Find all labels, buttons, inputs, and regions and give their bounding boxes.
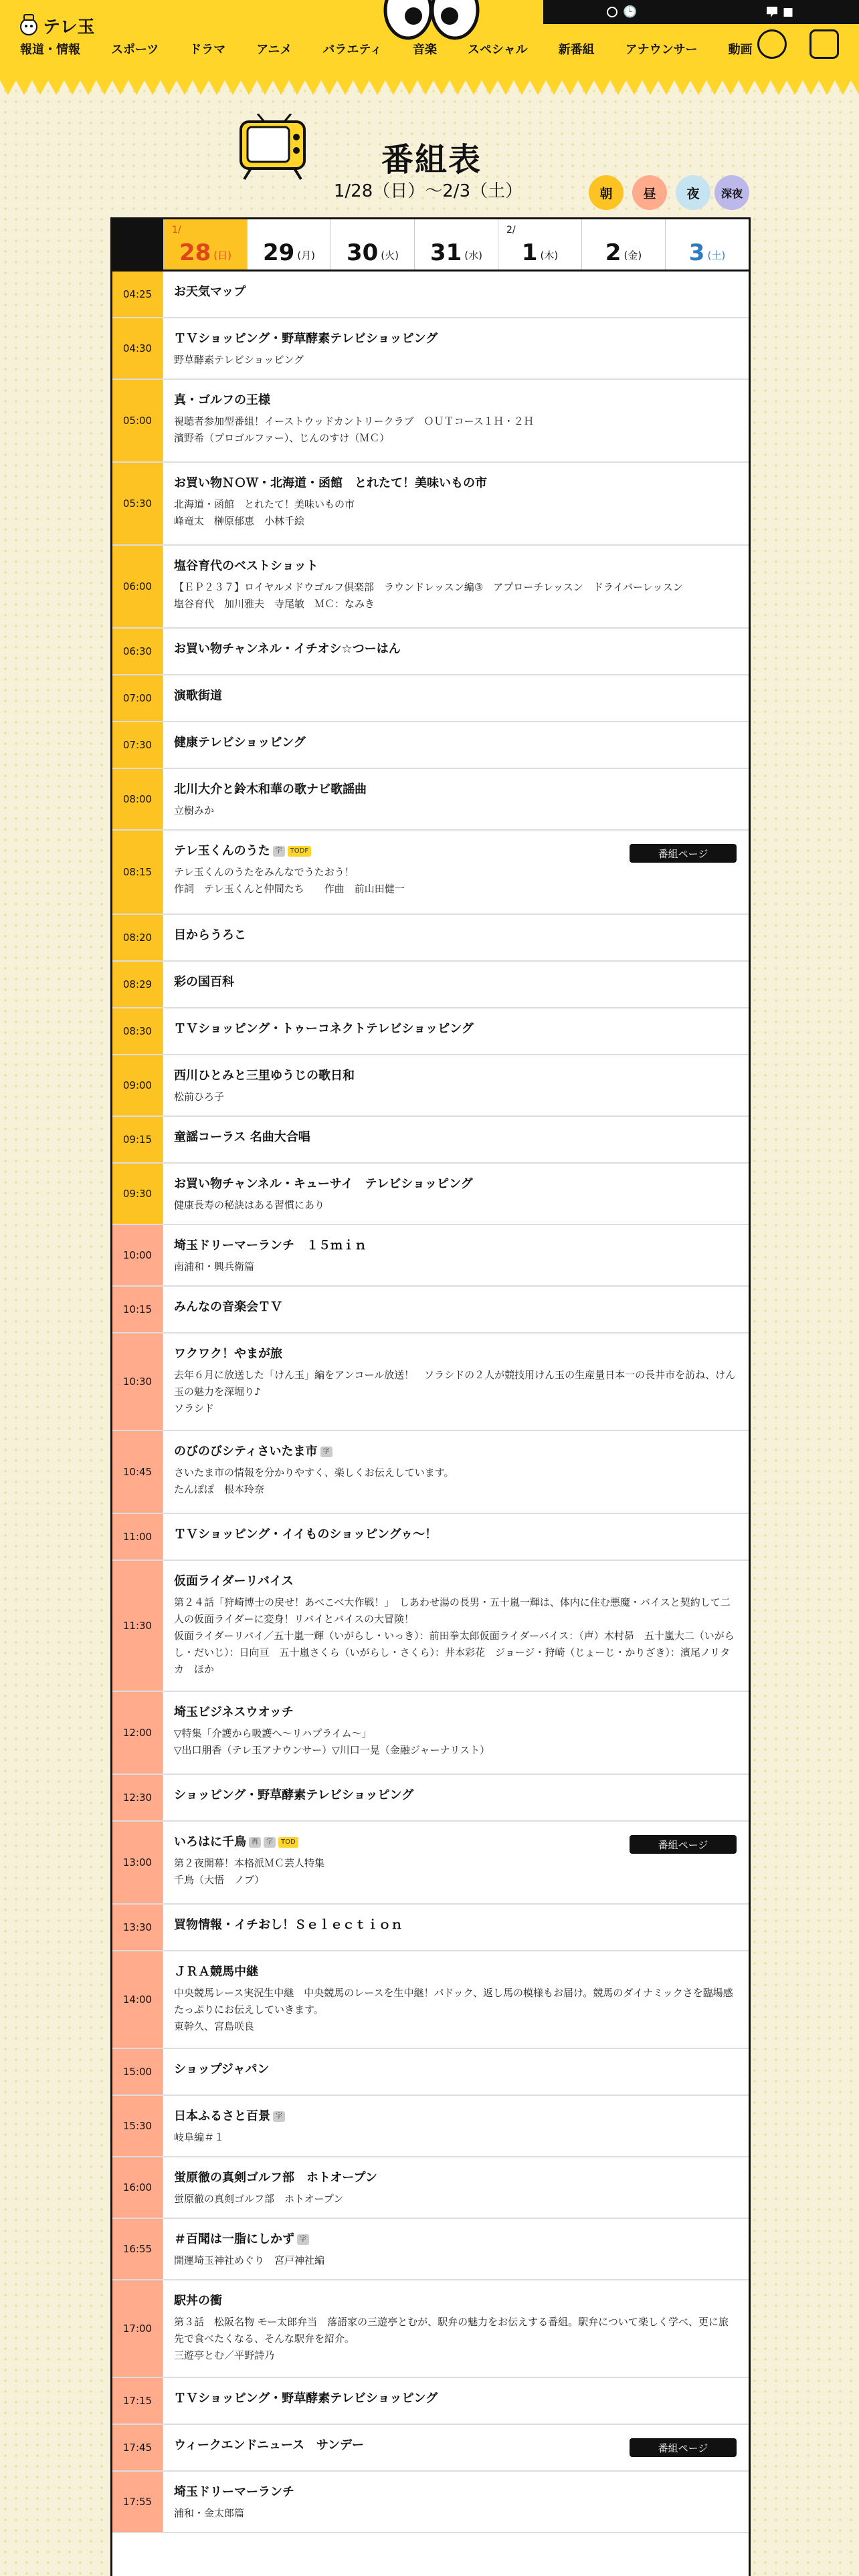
- program-title-text: ＴＶショッピング・野草酵素テレビショッピング: [174, 332, 438, 346]
- program-body: [163, 1561, 749, 1691]
- program-body: [163, 1055, 749, 1115]
- program-title-text: ＪＲＡ競馬中継: [174, 1965, 258, 1979]
- program-title[interactable]: [174, 1346, 737, 1363]
- program-description: 松前ひろ子: [174, 1091, 225, 1103]
- mascot-character-icon[interactable]: [809, 29, 839, 59]
- program-row[interactable]: [112, 1775, 749, 1822]
- program-time: 08:00: [112, 769, 163, 829]
- program-row[interactable]: [112, 1561, 749, 1692]
- program-title-text: ワクワク！やまが旅: [174, 1347, 282, 1361]
- program-body: [163, 2157, 749, 2218]
- program-body: [163, 1164, 749, 1224]
- nav-item[interactable]: スペシャル: [467, 43, 528, 57]
- main-nav: [20, 40, 783, 60]
- program-time: 08:20: [112, 915, 163, 960]
- program-title-text: お買い物チャンネル・キューサイ テレビショッピング: [174, 1177, 473, 1191]
- program-title[interactable]: [174, 1704, 737, 1721]
- program-time: 10:00: [112, 1225, 163, 1285]
- program-title[interactable]: [174, 641, 737, 658]
- program-title-text: 演歌街道: [174, 689, 222, 703]
- program-page-button[interactable]: 番組ページ: [630, 2438, 737, 2457]
- program-time: 07:30: [112, 722, 163, 768]
- program-time: 13:30: [112, 1905, 163, 1950]
- program-description: 千鳥（大悟 ノブ）: [174, 1874, 265, 1886]
- program-body: [163, 272, 749, 317]
- topbar-clock-button[interactable]: 🕒: [543, 0, 701, 24]
- program-body: [163, 318, 749, 379]
- program-title[interactable]: [174, 1129, 737, 1146]
- schedule-table: [110, 217, 751, 2576]
- program-body: [163, 2096, 749, 2156]
- program-title[interactable]: [174, 1176, 737, 1193]
- program-title-text: 埼玉ビジネスウオッチ: [174, 1705, 294, 1719]
- program-description: 塩谷育代 加川雅夫 寺尾敏 ＭＣ：なみき: [174, 598, 375, 610]
- program-description: テレ玉くんのうたをみんなでうたおう！: [174, 866, 355, 878]
- day-weekday: (月): [297, 249, 316, 261]
- program-title-text: 蛍原徹の真剣ゴルフ部 ホトオープン: [174, 2171, 377, 2185]
- program-title[interactable]: [174, 2061, 737, 2078]
- program-row[interactable]: [112, 2049, 749, 2096]
- program-row[interactable]: [112, 722, 749, 769]
- program-row[interactable]: [112, 1514, 749, 1561]
- program-title[interactable]: [174, 1573, 737, 1590]
- program-time: 11:30: [112, 1561, 163, 1691]
- program-row[interactable]: [112, 380, 749, 463]
- program-description: 中央競馬レース実況生中継 中央競馬のレースを生中継！パドック、返し馬の模様もお届け。競馬のダイナミックさを臨場感たっぷりにお伝えしていきます。: [174, 1987, 733, 2016]
- time-filter-button[interactable]: 深夜: [714, 175, 749, 210]
- program-time: 08:15: [112, 831, 163, 914]
- program-title-text: 埼玉ドリーマーランチ １５ｍｉｎ: [174, 1239, 367, 1253]
- nav-item[interactable]: ドラマ: [189, 43, 226, 57]
- program-title-text: 西川ひとみと三里ゆうじの歌日和: [174, 1069, 355, 1083]
- topbar: [543, 0, 859, 24]
- program-title[interactable]: [174, 2108, 737, 2125]
- program-title-text: 駅丼の衝: [174, 2294, 222, 2308]
- program-row[interactable]: [112, 1822, 749, 1905]
- program-body: [163, 463, 749, 544]
- program-description: 岐阜編＃１: [174, 2131, 225, 2143]
- program-time: 14:00: [112, 1951, 163, 2048]
- program-time: 09:15: [112, 1117, 163, 1162]
- program-row[interactable]: [112, 2280, 749, 2378]
- program-title-text: お買い物チャンネル・イチオシ☆つーはん: [174, 642, 401, 656]
- program-row[interactable]: [112, 1164, 749, 1225]
- program-title[interactable]: [174, 1237, 737, 1255]
- time-filter-button[interactable]: 夜: [676, 175, 710, 210]
- program-description: たんぽぽ 根本玲奈: [174, 1483, 265, 1495]
- program-description: 蛍原徹の真剣ゴルフ部 ホトオープン: [174, 2193, 344, 2205]
- program-row[interactable]: [112, 546, 749, 629]
- day-month: 1/: [172, 225, 181, 235]
- day-tab[interactable]: [498, 219, 581, 270]
- program-title[interactable]: [174, 558, 737, 575]
- program-description: ソラシド: [174, 1402, 215, 1414]
- program-time: 10:15: [112, 1287, 163, 1332]
- program-time: 12:30: [112, 1775, 163, 1820]
- program-list: [112, 272, 749, 2533]
- program-time: 16:00: [112, 2157, 163, 2218]
- program-title[interactable]: [174, 1443, 737, 1461]
- program-title-text: 買物情報・イチおし！Ｓｅｌｅｃｔｉｏｎ: [174, 1918, 403, 1932]
- program-body: [163, 1775, 749, 1820]
- nav-item[interactable]: アナウンサー: [625, 43, 698, 57]
- day-weekday: (金): [624, 249, 642, 261]
- program-row[interactable]: [112, 675, 749, 722]
- program-row[interactable]: [112, 463, 749, 546]
- program-row[interactable]: [112, 1951, 749, 2049]
- program-badge: TOD: [278, 1837, 298, 1848]
- program-title[interactable]: [174, 1021, 737, 1038]
- program-row[interactable]: [112, 2378, 749, 2425]
- program-time: 10:30: [112, 1333, 163, 1430]
- nav-item[interactable]: 新番組: [558, 43, 595, 57]
- program-title[interactable]: [174, 1067, 737, 1085]
- program-time: 15:00: [112, 2049, 163, 2095]
- program-description: 仮面ライダーリバイ／五十嵐一輝（いがらし・いっき）：前田拳太郎仮面ライダーバイス：（声）木村昴 五十嵐大二（いがらし・だいじ）：日向亘 五十嵐さくら（いがらし・さくら）：井本彩花 ジョージ・狩崎（じょーじ・かりざき）：濱尾ノリタカ ほか: [174, 1630, 735, 1675]
- program-time: 09:00: [112, 1055, 163, 1115]
- program-body: [163, 2280, 749, 2377]
- program-row[interactable]: [112, 2157, 749, 2219]
- program-title[interactable]: [174, 927, 737, 944]
- day-tab[interactable]: [414, 219, 498, 270]
- program-row[interactable]: [112, 2472, 749, 2533]
- program-description: 野草酵素テレビショッピング: [174, 354, 304, 366]
- program-description: ▽特集「介護から吸護へ〜リハプライム〜」: [174, 1727, 372, 1739]
- message-icon: [767, 7, 777, 17]
- program-title[interactable]: [174, 2231, 737, 2248]
- tv-illustration-icon: [237, 114, 311, 181]
- program-row[interactable]: [112, 1225, 749, 1287]
- program-title-text: ＴＶショッピング・トゥーコネクトテレビショッピング: [174, 1022, 474, 1036]
- program-body: [163, 629, 749, 674]
- program-title-text: ショップジャパン: [174, 2062, 270, 2076]
- program-row[interactable]: [112, 1333, 749, 1431]
- program-badge: 字: [320, 1446, 332, 1457]
- program-body: [163, 380, 749, 461]
- program-row[interactable]: [112, 1692, 749, 1775]
- nav-item[interactable]: スポーツ: [111, 43, 159, 57]
- program-title[interactable]: [174, 1787, 737, 1804]
- program-title-text: のびのびシティさいたま市: [174, 1444, 318, 1459]
- program-body: [163, 1905, 749, 1950]
- program-body: [163, 1822, 749, 1903]
- topbar-message-button[interactable]: ■: [701, 0, 859, 24]
- program-title-text: ＃百聞は一脂にしかず: [174, 2232, 294, 2246]
- program-row[interactable]: [112, 1117, 749, 1164]
- program-time: 06:30: [112, 629, 163, 674]
- program-description: 第２夜開幕！本格派ＭＣ芸人特集: [174, 1857, 325, 1869]
- program-title[interactable]: [174, 1917, 737, 1934]
- program-title[interactable]: [174, 284, 737, 301]
- program-title-text: テレ玉くんのうた: [174, 844, 270, 858]
- program-description: 浦和・金太郎篇: [174, 2507, 245, 2519]
- day-weekday: (木): [540, 249, 559, 261]
- day-number: 28: [179, 239, 211, 266]
- program-title[interactable]: [174, 2292, 737, 2310]
- program-badge: TODF: [288, 846, 311, 857]
- day-tab[interactable]: [665, 219, 749, 270]
- program-time: 10:45: [112, 1431, 163, 1513]
- program-title-text: 彩の国百科: [174, 975, 234, 989]
- program-row[interactable]: [112, 831, 749, 915]
- program-badge: 再: [249, 1837, 261, 1848]
- program-body: [163, 1333, 749, 1430]
- program-description: 峰竜太 榊原郁恵 小林千絵: [174, 515, 305, 527]
- program-time: 13:00: [112, 1822, 163, 1903]
- program-title[interactable]: [174, 1526, 737, 1543]
- day-weekday: (火): [381, 249, 399, 261]
- program-title-text: いろはに千鳥: [174, 1835, 246, 1849]
- program-title-text: ショッピング・野草酵素テレビショッピング: [174, 1788, 414, 1802]
- program-time: 08:30: [112, 1008, 163, 1054]
- day-tabs: [112, 219, 749, 272]
- program-time: 09:30: [112, 1164, 163, 1224]
- program-title[interactable]: [174, 974, 737, 991]
- program-row[interactable]: [112, 962, 749, 1008]
- program-body: [163, 675, 749, 721]
- program-description: 第２４話「狩崎博士の戻せ！あべこべ大作戦！」 しあわせ湯の長男・五十嵐一輝は、体内に住む悪魔・バイスと契約して二人の仮面ライダーに変身！リバイとバイスの大冒険！: [174, 1596, 731, 1625]
- time-filter-button[interactable]: 朝: [589, 175, 624, 210]
- day-weekday: (水): [464, 249, 483, 261]
- day-tab[interactable]: [247, 219, 330, 270]
- program-body: [163, 962, 749, 1007]
- program-body: [163, 2425, 749, 2470]
- program-badge: 字: [273, 2111, 285, 2122]
- program-description: 視聴者参加型番組！イーストウッドカントリークラブ ＯＵＴコース１Ｈ・２Ｈ: [174, 415, 534, 427]
- program-description: 三遊亭とむ／平野詩乃: [174, 2349, 275, 2361]
- program-badge: 字: [264, 1837, 276, 1848]
- program-time: 17:15: [112, 2378, 163, 2424]
- program-description: 第３話 松阪名物 モー太郎弁当 落語家の三遊亭とむが、駅弁の魅力をお伝えする番組。駅弁について楽しく学べ、更に旅先で食べたくなる、そんな駅弁を紹介。: [174, 2316, 729, 2345]
- day-weekday: (日): [213, 249, 232, 261]
- program-title-text: お天気マップ: [174, 285, 246, 299]
- program-description: 健康長寿の秘訣はある習慣にあり: [174, 1199, 325, 1211]
- program-title-text: 目からうろこ: [174, 928, 246, 942]
- program-row[interactable]: [112, 1287, 749, 1333]
- program-description: 北海道・函館 とれたて！美味いもの市: [174, 498, 355, 510]
- program-time: 08:29: [112, 962, 163, 1007]
- day-number: 30: [346, 239, 379, 266]
- program-time: 05:00: [112, 380, 163, 461]
- program-body: [163, 2472, 749, 2532]
- date-range: 1/28（日）〜2/3（土）: [333, 181, 523, 201]
- program-title[interactable]: [174, 781, 737, 798]
- program-title[interactable]: [174, 734, 737, 752]
- program-row[interactable]: [112, 1008, 749, 1055]
- program-row[interactable]: [112, 1905, 749, 1951]
- nav-item[interactable]: 動画: [728, 43, 753, 57]
- program-title-text: 仮面ライダーリバイス: [174, 1574, 294, 1588]
- site-header: [0, 0, 859, 80]
- program-time: 07:00: [112, 675, 163, 721]
- program-title[interactable]: [174, 1299, 737, 1316]
- program-description: 開運埼玉神社めぐり 宮戸神社編: [174, 2254, 325, 2266]
- program-badge: 字: [297, 2234, 309, 2245]
- program-time: 15:30: [112, 2096, 163, 2156]
- program-title[interactable]: [174, 475, 737, 492]
- logo-mascot-icon: [19, 13, 39, 37]
- program-title[interactable]: [174, 2484, 737, 2501]
- program-time: 17:45: [112, 2425, 163, 2470]
- program-title[interactable]: [174, 2390, 737, 2407]
- program-body: [163, 1951, 749, 2048]
- program-title-text: 塩谷育代のベストショット: [174, 559, 318, 573]
- program-row[interactable]: [112, 769, 749, 831]
- program-title-text: 真・ゴルフの王様: [174, 393, 270, 407]
- program-body: [163, 769, 749, 829]
- program-body: [163, 2219, 749, 2279]
- program-body: [163, 1225, 749, 1285]
- day-number: 29: [262, 239, 295, 266]
- program-body: [163, 1692, 749, 1774]
- program-title-text: お買い物ＮＯＷ・北海道・函館 とれたて！美味いもの市: [174, 476, 487, 490]
- day-tab[interactable]: [581, 219, 665, 270]
- program-time: 17:00: [112, 2280, 163, 2377]
- program-body: [163, 1514, 749, 1560]
- clock-icon: [607, 7, 617, 17]
- header-zigzag: [0, 80, 859, 100]
- program-body: [163, 1008, 749, 1054]
- day-weekday: (土): [707, 249, 726, 261]
- program-time: 06:00: [112, 546, 163, 627]
- nav-item[interactable]: 報道・情報: [20, 43, 80, 57]
- day-month: 2/: [506, 225, 516, 235]
- nav-item[interactable]: 音楽: [412, 43, 437, 57]
- program-body: [163, 722, 749, 768]
- page-title: 番組表: [381, 141, 482, 179]
- program-row[interactable]: [112, 318, 749, 380]
- program-row[interactable]: [112, 2425, 749, 2472]
- program-title-text: ウィークエンドニュース サンデー: [174, 2438, 365, 2452]
- program-time: 11:00: [112, 1514, 163, 1560]
- time-filter-button[interactable]: 昼: [632, 175, 667, 210]
- program-title-text: みんなの音楽会ＴＶ: [174, 1300, 282, 1314]
- program-title-text: 埼玉ドリーマーランチ: [174, 2485, 294, 2499]
- program-body: [163, 2049, 749, 2095]
- program-description: 作詞 テレ玉くんと仲間たち 作曲 前山田健一: [174, 883, 405, 895]
- program-title-text: 童謡コーラス 名曲大合唱: [174, 1130, 310, 1144]
- program-title-text: ＴＶショッピング・野草酵素テレビショッピング: [174, 2391, 438, 2405]
- program-row[interactable]: [112, 629, 749, 675]
- program-body: [163, 1287, 749, 1332]
- program-row[interactable]: [112, 2096, 749, 2157]
- day-tabs-corner: [112, 219, 163, 270]
- nav-item[interactable]: アニメ: [256, 43, 292, 57]
- program-body: [163, 2378, 749, 2424]
- program-title[interactable]: [174, 392, 737, 409]
- program-title-text: 北川大介と鈴木和華の歌ナビ歌謡曲: [174, 782, 367, 796]
- eyes-mascot-icon: [381, 0, 482, 40]
- program-badge: 字: [273, 846, 285, 857]
- day-tab[interactable]: [163, 219, 247, 270]
- program-row[interactable]: [112, 272, 749, 318]
- program-page-button[interactable]: 番組ページ: [630, 844, 737, 863]
- program-description: 濱野希（プロゴルファー）、じんのすけ（ＭＣ）: [174, 432, 390, 444]
- program-title-text: 日本ふるさと百景: [174, 2109, 270, 2123]
- day-tab[interactable]: [330, 219, 414, 270]
- program-description: 南浦和・興兵衛篇: [174, 1261, 255, 1273]
- program-page-button[interactable]: 番組ページ: [630, 1835, 737, 1854]
- program-description: 【ＥＰ２３７】ロイヤルメドウゴルフ倶楽部 ラウンドレッスン編③ アプローチレッスン ドライバーレッスン: [174, 581, 683, 593]
- program-title-text: ＴＶショッピング・イイものショッピングゥ〜！: [174, 1527, 438, 1541]
- program-description: 東幹久、宮島咲良: [174, 2020, 255, 2032]
- logo-text: テレ玉: [43, 17, 95, 37]
- program-title[interactable]: [174, 2169, 737, 2187]
- program-description: ▽出口朋香（テレ玉アナウンサー）▽川口一晃（金融ジャーナリスト）: [174, 1744, 490, 1756]
- program-body: [163, 546, 749, 627]
- program-time: 16:55: [112, 2219, 163, 2279]
- program-body: [163, 831, 749, 914]
- program-time: 04:30: [112, 318, 163, 379]
- program-time: 05:30: [112, 463, 163, 544]
- mascot-icon[interactable]: [757, 29, 787, 59]
- program-body: [163, 915, 749, 960]
- program-title-text: 健康テレビショッピング: [174, 736, 306, 750]
- day-number: 3: [688, 239, 705, 266]
- program-time: 12:00: [112, 1692, 163, 1774]
- program-time: 17:55: [112, 2472, 163, 2532]
- program-description: 去年６月に放送した「けん玉」編をアンコール放送！ ソラシドの２人が競技用けん玉の生産量日本一の長井市を訪ね、けん玉の魅力を深堀り♪: [174, 1369, 736, 1398]
- program-row[interactable]: [112, 1431, 749, 1514]
- day-number: 1: [521, 239, 538, 266]
- program-description: さいたま市の情報を分かりやすく、楽しくお伝えしています。: [174, 1467, 454, 1479]
- logo[interactable]: [19, 12, 99, 39]
- program-row[interactable]: [112, 1055, 749, 1117]
- program-title[interactable]: [174, 330, 737, 348]
- nav-item[interactable]: バラエティ: [322, 43, 382, 57]
- program-body: [163, 1117, 749, 1162]
- program-title[interactable]: [174, 687, 737, 705]
- program-description: 立樹みか: [174, 804, 215, 817]
- day-number: 31: [430, 239, 462, 266]
- program-time: 04:25: [112, 272, 163, 317]
- program-body: [163, 1431, 749, 1513]
- program-row[interactable]: [112, 2219, 749, 2280]
- day-number: 2: [605, 239, 622, 266]
- program-row[interactable]: [112, 915, 749, 962]
- program-title[interactable]: [174, 1963, 737, 1981]
